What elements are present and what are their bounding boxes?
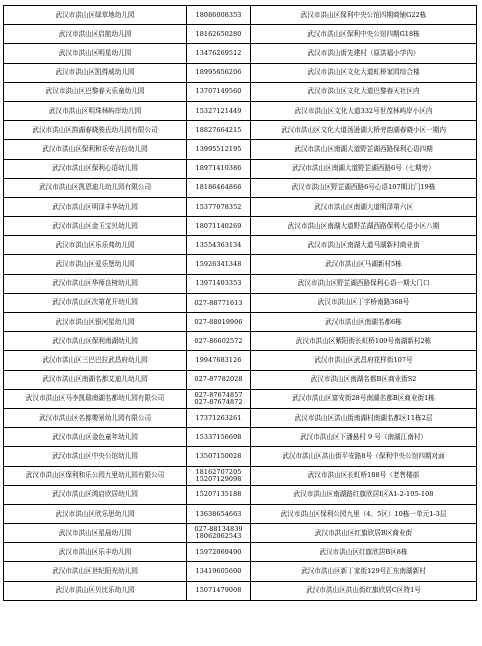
phone-number: 18162707205 [195, 467, 242, 476]
phone-number: 18995656206 [195, 68, 242, 77]
phone-number: 13507150028 [195, 452, 242, 461]
phone-cell [187, 101, 251, 120]
address-cell: 武汉市洪山区马湖新村5栋 [251, 255, 477, 274]
kindergarten-name-cell: 武汉市洪山区马李凯瑞南湖名都幼儿园有限公司 [4, 389, 187, 408]
kindergarten-name-cell: 武汉市洪山区中央公馆幼儿园 [4, 447, 187, 466]
phone-cell [187, 197, 251, 216]
phone-number: 18827664215 [195, 125, 242, 134]
kindergarten-name-cell: 武汉市洪山区三巴巴拉武昌府幼儿园 [4, 351, 187, 370]
address-cell: 武汉市洪山区文化大道332号世茂林屿岸小区内 [251, 101, 477, 120]
phone-cell [187, 255, 251, 274]
address-cell: 武汉市洪山区丁字桥南路368号 [251, 293, 477, 312]
address-cell: 武汉市洪山区南湖大道野芷湖西路保利心语四期 [251, 140, 477, 159]
phone-number: 15926341348 [195, 260, 242, 269]
table-row [4, 63, 477, 82]
kindergarten-table [3, 5, 477, 601]
phone-cell [187, 140, 251, 159]
phone-number: 19947683126 [195, 356, 242, 365]
phone-cell [187, 447, 251, 466]
phone-number: 15207135188 [195, 490, 242, 499]
table-row [4, 217, 477, 236]
phone-number: 18062062543 [195, 532, 242, 541]
table-row [4, 485, 477, 504]
address-cell: 武汉市洪山区南湖路红旗欣居I区A1-2-105-108 [251, 485, 477, 504]
kindergarten-name-cell: 武汉市洪山区韵湖春晓骏氏幼儿园有限公司 [4, 121, 187, 140]
kindergarten-name-cell: 武汉市洪山区明星幼儿园 [4, 44, 187, 63]
address-cell: 武汉市洪山区新丁家街129号汇东南湖新村 [251, 562, 477, 581]
table-row [4, 389, 477, 408]
kindergarten-name-cell: 武汉市洪山区保利和乐公园九里幼儿园有限公司 [4, 466, 187, 485]
kindergarten-name-cell: 武汉市洪山区保利心语幼儿园 [4, 159, 187, 178]
table-row [4, 332, 477, 351]
phone-cell [187, 44, 251, 63]
table-row [4, 447, 477, 466]
phone-number: 027-88771613 [194, 298, 243, 307]
table-row [4, 274, 477, 293]
phone-cell [187, 178, 251, 197]
kindergarten-name-cell: 武汉市洪山区凯恩迪儿幼儿园有限公司 [4, 178, 187, 197]
address-cell: 武汉市洪山区南湖名都6栋 [251, 313, 477, 332]
table-row [4, 428, 477, 447]
phone-cell [187, 543, 251, 562]
address-cell: 武汉市洪山区紫阳街长虹桥109号南湖新村2栋 [251, 332, 477, 351]
table-row [4, 351, 477, 370]
phone-cell [187, 351, 251, 370]
phone-cell [187, 504, 251, 523]
kindergarten-name-cell: 武汉市洪山区乐丰幼儿园 [4, 543, 187, 562]
kindergarten-name-cell: 武汉市洪山区启航幼儿园 [4, 25, 187, 44]
kindergarten-name-cell: 武汉市洪山区南湖名都艾迪儿幼儿园 [4, 370, 187, 389]
address-cell: 武汉市洪山区南湖大道野芷湖西路6号（七期旁） [251, 159, 477, 178]
table-row [4, 408, 477, 427]
phone-number: 027-87782028 [194, 375, 243, 384]
table-row [4, 313, 477, 332]
table-row [4, 255, 477, 274]
kindergarten-name-cell: 武汉市洪山区保利和乐安吉拉幼儿园 [4, 140, 187, 159]
kindergarten-name-cell: 武汉市洪山区星晨幼儿园 [4, 524, 187, 543]
phone-number: 15071479008 [195, 586, 242, 595]
phone-cell [187, 428, 251, 447]
phone-number: 18971410386 [195, 164, 242, 173]
phone-cell [187, 581, 251, 600]
table-row [4, 25, 477, 44]
table-row [4, 6, 477, 25]
kindergarten-name-cell: 武汉市洪山区明珠林屿岸幼儿园 [4, 101, 187, 120]
table-row [4, 370, 477, 389]
phone-cell [187, 6, 251, 25]
phone-number: 15972069490 [195, 547, 242, 556]
kindergarten-name-cell: 武汉市洪山区金色童年幼儿园 [4, 428, 187, 447]
phone-cell [187, 389, 251, 408]
table-row [4, 121, 477, 140]
phone-cell [187, 236, 251, 255]
phone-number: 18086008353 [195, 10, 242, 19]
address-cell: 武汉市洪山区洪山街平安路8号（保利中央公馆四期对面 [251, 447, 477, 466]
address-cell: 武汉市洪山区红旗欣居B区商业街 [251, 524, 477, 543]
phone-number: 13554363134 [195, 240, 242, 249]
table-row [4, 82, 477, 101]
kindergarten-name-cell: 武汉市洪山区次第花开幼儿园 [4, 293, 187, 312]
kindergarten-name-cell: 武汉市洪山区凯得威幼儿园 [4, 63, 187, 82]
address-cell: 武汉市洪山区野芷湖西路保利心语一期大门口 [251, 274, 477, 293]
address-cell: 武汉市洪山区南湖大道明泽第六区 [251, 197, 477, 216]
phone-cell [187, 562, 251, 581]
address-cell: 武汉市洪山区保利公园九里（4、5区）10栋一单元1-3层 [251, 504, 477, 523]
table-row [4, 293, 477, 312]
phone-number: 15337156608 [195, 432, 242, 441]
phone-cell [187, 25, 251, 44]
address-cell: 武汉市洪山区武昌府花样街107号 [251, 351, 477, 370]
table-row [4, 543, 477, 562]
phone-number: 027-87674872 [194, 397, 243, 406]
table-row [4, 44, 477, 63]
kindergarten-name-cell: 武汉市洪山区名都嬰景幼儿园有限公司 [4, 408, 187, 427]
phone-cell [187, 82, 251, 101]
table-body [4, 6, 477, 601]
phone-cell [187, 370, 251, 389]
phone-number: 13971403353 [195, 279, 242, 288]
kindergarten-name-cell: 武汉市洪山区明泽丰华幼儿园 [4, 197, 187, 216]
phone-number: 18186464866 [195, 183, 242, 192]
phone-number: 027-88019906 [194, 317, 243, 326]
phone-number: 027-88134839 [194, 525, 243, 534]
kindergarten-name-cell: 武汉市洪山区贝比乐幼儿园 [4, 581, 187, 600]
address-cell: 武汉市洪山区洪山街红旗欣居C区特1号 [251, 581, 477, 600]
address-cell: 武汉市洪山区南湖名都B区商业街S2 [251, 370, 477, 389]
address-cell: 武汉市洪山区保利中央公馆四期G18栋 [251, 25, 477, 44]
kindergarten-name-cell: 武汉市洪山区爱乐堡幼儿园 [4, 255, 187, 274]
kindergarten-name-cell: 武汉市洪山区金玉宝贝幼儿园 [4, 217, 187, 236]
table-row [4, 581, 477, 600]
phone-cell [187, 466, 251, 485]
phone-number: 18071140269 [195, 221, 242, 230]
address-cell: 武汉市洪山街先建村（原洪福小学内） [251, 44, 477, 63]
phone-number: 027-86602572 [194, 336, 243, 345]
kindergarten-name-cell: 武汉市洪山区保利南湖幼儿园 [4, 332, 187, 351]
address-cell: 武汉市洪山区下潘悬村 9 号（南湖江南村） [251, 428, 477, 447]
phone-number: 13476269512 [195, 49, 242, 58]
phone-cell [187, 274, 251, 293]
table-row [4, 504, 477, 523]
phone-cell [187, 524, 251, 543]
table-row [4, 140, 477, 159]
table-row [4, 159, 477, 178]
phone-cell [187, 217, 251, 236]
phone-cell [187, 293, 251, 312]
address-cell: 武汉市洪山区长虹桥188号（老售楼部 [251, 466, 477, 485]
address-cell: 武汉市洪山区洪山街南湖村南湖名都区11栋2层 [251, 408, 477, 427]
kindergarten-name-cell: 武汉市洪山区银河星幼儿园 [4, 313, 187, 332]
phone-number: 027-87674857 [194, 391, 243, 400]
phone-cell [187, 408, 251, 427]
phone-number: 15327121449 [195, 106, 242, 115]
address-cell: 武汉市洪山区南湖大道野芷湖西路保利心语小区八期 [251, 217, 477, 236]
phone-cell [187, 121, 251, 140]
table-row [4, 236, 477, 255]
phone-cell [187, 159, 251, 178]
address-cell: 武汉市洪山区保利中央公馆四期商铺G22栋 [251, 6, 477, 25]
table-row [4, 178, 477, 197]
phone-number: 13707149560 [195, 87, 242, 96]
table-row [4, 562, 477, 581]
address-cell: 武汉市洪山区文化大道巴黎春天社区内 [251, 82, 477, 101]
kindergarten-name-cell: 武汉市洪山区华师良树幼儿园 [4, 274, 187, 293]
address-cell: 武汉市洪山区富安街28号南湖名都B区商业街1栋 [251, 389, 477, 408]
phone-number: 13638654663 [195, 509, 242, 518]
address-cell: 武汉市洪山区文化大道汤逊湖大桥旁韵湖春晓小区一期内 [251, 121, 477, 140]
phone-cell [187, 63, 251, 82]
address-cell: 武汉市洪山区南湖大道马湖新村商业街 [251, 236, 477, 255]
address-cell: 武汉市洪山区野芷湖西路6号心语107期北门19栋 [251, 178, 477, 197]
kindergarten-name-cell: 武汉市洪山区世纪阳光幼儿园 [4, 562, 187, 581]
kindergarten-name-cell: 武汉市洪山区巴黎春天乐童幼儿园 [4, 82, 187, 101]
phone-number: 18162650280 [195, 29, 242, 38]
phone-number: 13995512195 [195, 145, 242, 154]
table-row [4, 466, 477, 485]
table-row [4, 101, 477, 120]
phone-cell [187, 332, 251, 351]
phone-number: 17371263261 [195, 413, 242, 422]
kindergarten-name-cell: 武汉市洪山区乐乐弗幼儿园 [4, 236, 187, 255]
phone-cell [187, 313, 251, 332]
phone-cell [187, 485, 251, 504]
kindergarten-name-cell: 武汉市洪山区绿草地幼儿园 [4, 6, 187, 25]
address-cell: 武汉市洪山区文化大道虹桥家园综合楼 [251, 63, 477, 82]
phone-number: 15207129098 [195, 474, 242, 483]
kindergarten-name-cell: 武汉市洪山区鸿启欣居幼儿园 [4, 485, 187, 504]
table-row [4, 197, 477, 216]
address-cell: 武汉市洪山区红旗欣居B区8栋 [251, 543, 477, 562]
phone-number: 13419605600 [195, 567, 242, 576]
table-row [4, 524, 477, 543]
kindergarten-name-cell: 武汉市洪山区欣乐思幼儿园 [4, 504, 187, 523]
phone-number: 15377078352 [195, 202, 242, 211]
